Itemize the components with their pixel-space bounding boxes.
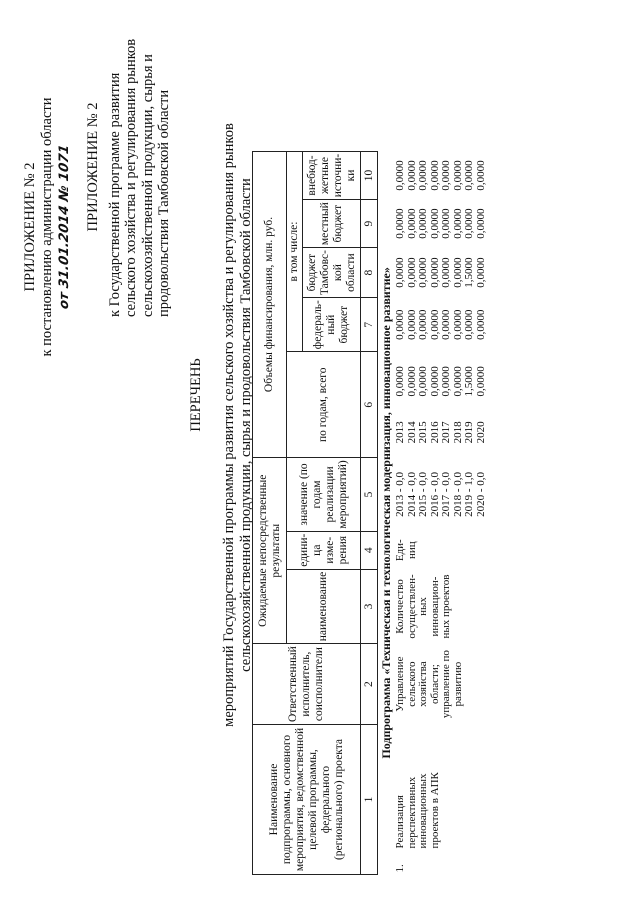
federal-entry: 0,0000 [474, 309, 487, 340]
offbudget-entry: 0,0000 [405, 160, 418, 191]
measures-table [252, 151, 488, 875]
row-indicator: Количество осуществлен-ных инновацион-ных проектов [394, 574, 452, 639]
col-number: 1 [361, 725, 378, 875]
local-entry: 0,0000 [474, 208, 487, 239]
total-entry: 0,0000 [474, 366, 487, 397]
regional-entry: 1,5000 [463, 257, 475, 288]
header-funding: Объемы финансирования, млн. руб. [253, 151, 287, 458]
header-indicator-name: наименование [287, 569, 361, 644]
row-unit: Еди-ниц [394, 539, 418, 562]
table-row [394, 151, 488, 874]
value-entry: 2015 - 0,0 [417, 471, 429, 517]
local-entry: 0,0000 [451, 208, 464, 239]
appendix-main-line: сельского хозяйства и регулирования рынков [123, 38, 139, 317]
local-entry: 0,0000 [428, 208, 441, 239]
header-name: Наименование подпрограммы, основного мероприятия, ведомственной целевой программы, федерального (регионального) проекта [253, 725, 361, 875]
header-value: значение (по годам реализации мероприятий) [287, 458, 361, 531]
year-entry: 2020 [474, 421, 487, 444]
local-entry: 0,0000 [405, 208, 418, 239]
document-title: ПЕРЕЧЕНЬ [188, 358, 204, 432]
local-entry: 0,0000 [394, 208, 406, 239]
local-entry: 0,0000 [417, 208, 429, 239]
year-entry: 2019 [463, 421, 475, 444]
offbudget-entry: 0,0000 [474, 160, 487, 191]
year-entry: 2016 [428, 421, 441, 444]
federal-entry: 0,0000 [463, 309, 475, 340]
row-federal [394, 298, 488, 352]
row-responsible: Управление сельского хозяйства области; управление по развитию [394, 650, 464, 719]
federal-entry: 0,0000 [440, 309, 452, 340]
value-entry: 2014 - 0,0 [405, 471, 418, 517]
value-entry: 2017 - 0,0 [440, 471, 452, 517]
header-offbudget: внебюд-жетные источни-ки [303, 151, 361, 200]
year-entry: 2018 [451, 421, 464, 444]
appendix-header-top [22, 17, 73, 437]
header-unit: едини-ца изме-рения [287, 531, 361, 569]
offbudget-entry: 0,0000 [428, 160, 441, 191]
row-values [394, 458, 488, 531]
year-entry: 2013 [394, 421, 406, 444]
offbudget-entry: 0,0000 [463, 160, 475, 191]
regional-entry: 0,0000 [417, 257, 429, 288]
row-regional [394, 248, 488, 298]
offbudget-entry: 0,0000 [440, 160, 452, 191]
appendix-header-main [85, 17, 173, 317]
document-subtitle-line: мероприятий Государственной программы развития сельского хозяйства и регулирования рынков [221, 123, 237, 727]
regional-entry: 0,0000 [405, 257, 418, 288]
offbudget-entry: 0,0000 [417, 160, 429, 191]
appendix-main-line: к Государственной программе развития [106, 72, 123, 317]
year-entry: 2015 [417, 421, 429, 444]
appendix-top-subtitle: к постановлению администрации области [39, 97, 55, 357]
value-entry: 2020 - 0,0 [474, 471, 487, 517]
value-entry: 2019 - 1,0 [463, 471, 475, 517]
header-by-year: по годам, всего [287, 352, 361, 458]
document-subtitle [221, 85, 254, 765]
regional-entry: 0,0000 [451, 257, 464, 288]
col-number: 8 [361, 248, 378, 298]
federal-entry: 0,0000 [417, 309, 429, 340]
federal-entry: 0,0000 [394, 309, 406, 340]
appendix-main-title: ПРИЛОЖЕНИЕ № 2 [85, 102, 101, 232]
local-entry: 0,0000 [440, 208, 452, 239]
value-entry: 2016 - 0,0 [428, 471, 441, 517]
col-number: 5 [361, 458, 378, 531]
header-including: в том числе: [287, 151, 303, 352]
year-entry: 2017 [440, 421, 452, 444]
row-totals [394, 352, 488, 458]
column-number-row [361, 151, 378, 874]
total-entry: 0,0000 [428, 366, 441, 397]
header-federal: федераль-ный бюджет [303, 298, 361, 352]
row-name: Реализация перспективных инновационных проектов в АПК [394, 772, 441, 849]
federal-entry: 0,0000 [451, 309, 464, 340]
local-entry: 0,0000 [463, 208, 475, 239]
offbudget-entry: 0,0000 [451, 160, 464, 191]
subprogram-row [378, 151, 395, 874]
total-entry: 0,0000 [405, 366, 418, 397]
col-number: 10 [361, 151, 378, 200]
regional-entry: 0,0000 [394, 257, 406, 288]
regional-entry: 0,0000 [474, 257, 487, 288]
header-responsible: Ответственный исполнитель, соисполнители [253, 644, 361, 725]
total-entry: 0,0000 [440, 366, 452, 397]
appendix-main-line: продовольствия Тамбовской области [156, 89, 172, 317]
handwritten-date-number: от 31.01.2014 № 1071 [57, 143, 72, 311]
header-regional: бюджет Тамбовс-кой области [303, 248, 361, 298]
total-entry: 0,0000 [417, 366, 429, 397]
total-entry: 0,0000 [451, 366, 464, 397]
row-number: 1. [394, 864, 406, 873]
col-number: 4 [361, 531, 378, 569]
header-expected-results: Ожидаемые непосредственные результаты [253, 458, 287, 644]
col-number: 7 [361, 298, 378, 352]
appendix-top-title: ПРИЛОЖЕНИЕ № 2 [22, 162, 38, 292]
regional-entry: 0,0000 [428, 257, 441, 288]
offbudget-entry: 0,0000 [394, 160, 406, 191]
value-entry: 2018 - 0,0 [451, 471, 464, 517]
appendix-main-line: сельскохозяйственной продукции, сырья и [139, 54, 156, 317]
col-number: 6 [361, 352, 378, 458]
year-entry: 2014 [405, 421, 418, 444]
col-number: 3 [361, 569, 378, 644]
row-offbudget [394, 151, 488, 200]
value-entry: 2013 - 0,0 [394, 471, 406, 517]
subprogram-title: Подпрограмма «Техническая и технологическая модернизация, инновационное развитие» [379, 267, 393, 759]
header-local: местный бюджет [303, 200, 361, 248]
total-entry: 1,5000 [463, 366, 475, 397]
federal-entry: 0,0000 [428, 309, 441, 340]
col-number: 2 [361, 644, 378, 725]
col-number: 9 [361, 200, 378, 248]
regional-entry: 0,0000 [440, 257, 452, 288]
federal-entry: 0,0000 [405, 309, 418, 340]
row-name-cell [394, 725, 488, 875]
row-local [394, 200, 488, 248]
document-subtitle-line: сельскохозяйственной продукции, сырья и продовольствия Тамбовской области [237, 178, 254, 672]
total-entry: 0,0000 [394, 366, 406, 397]
